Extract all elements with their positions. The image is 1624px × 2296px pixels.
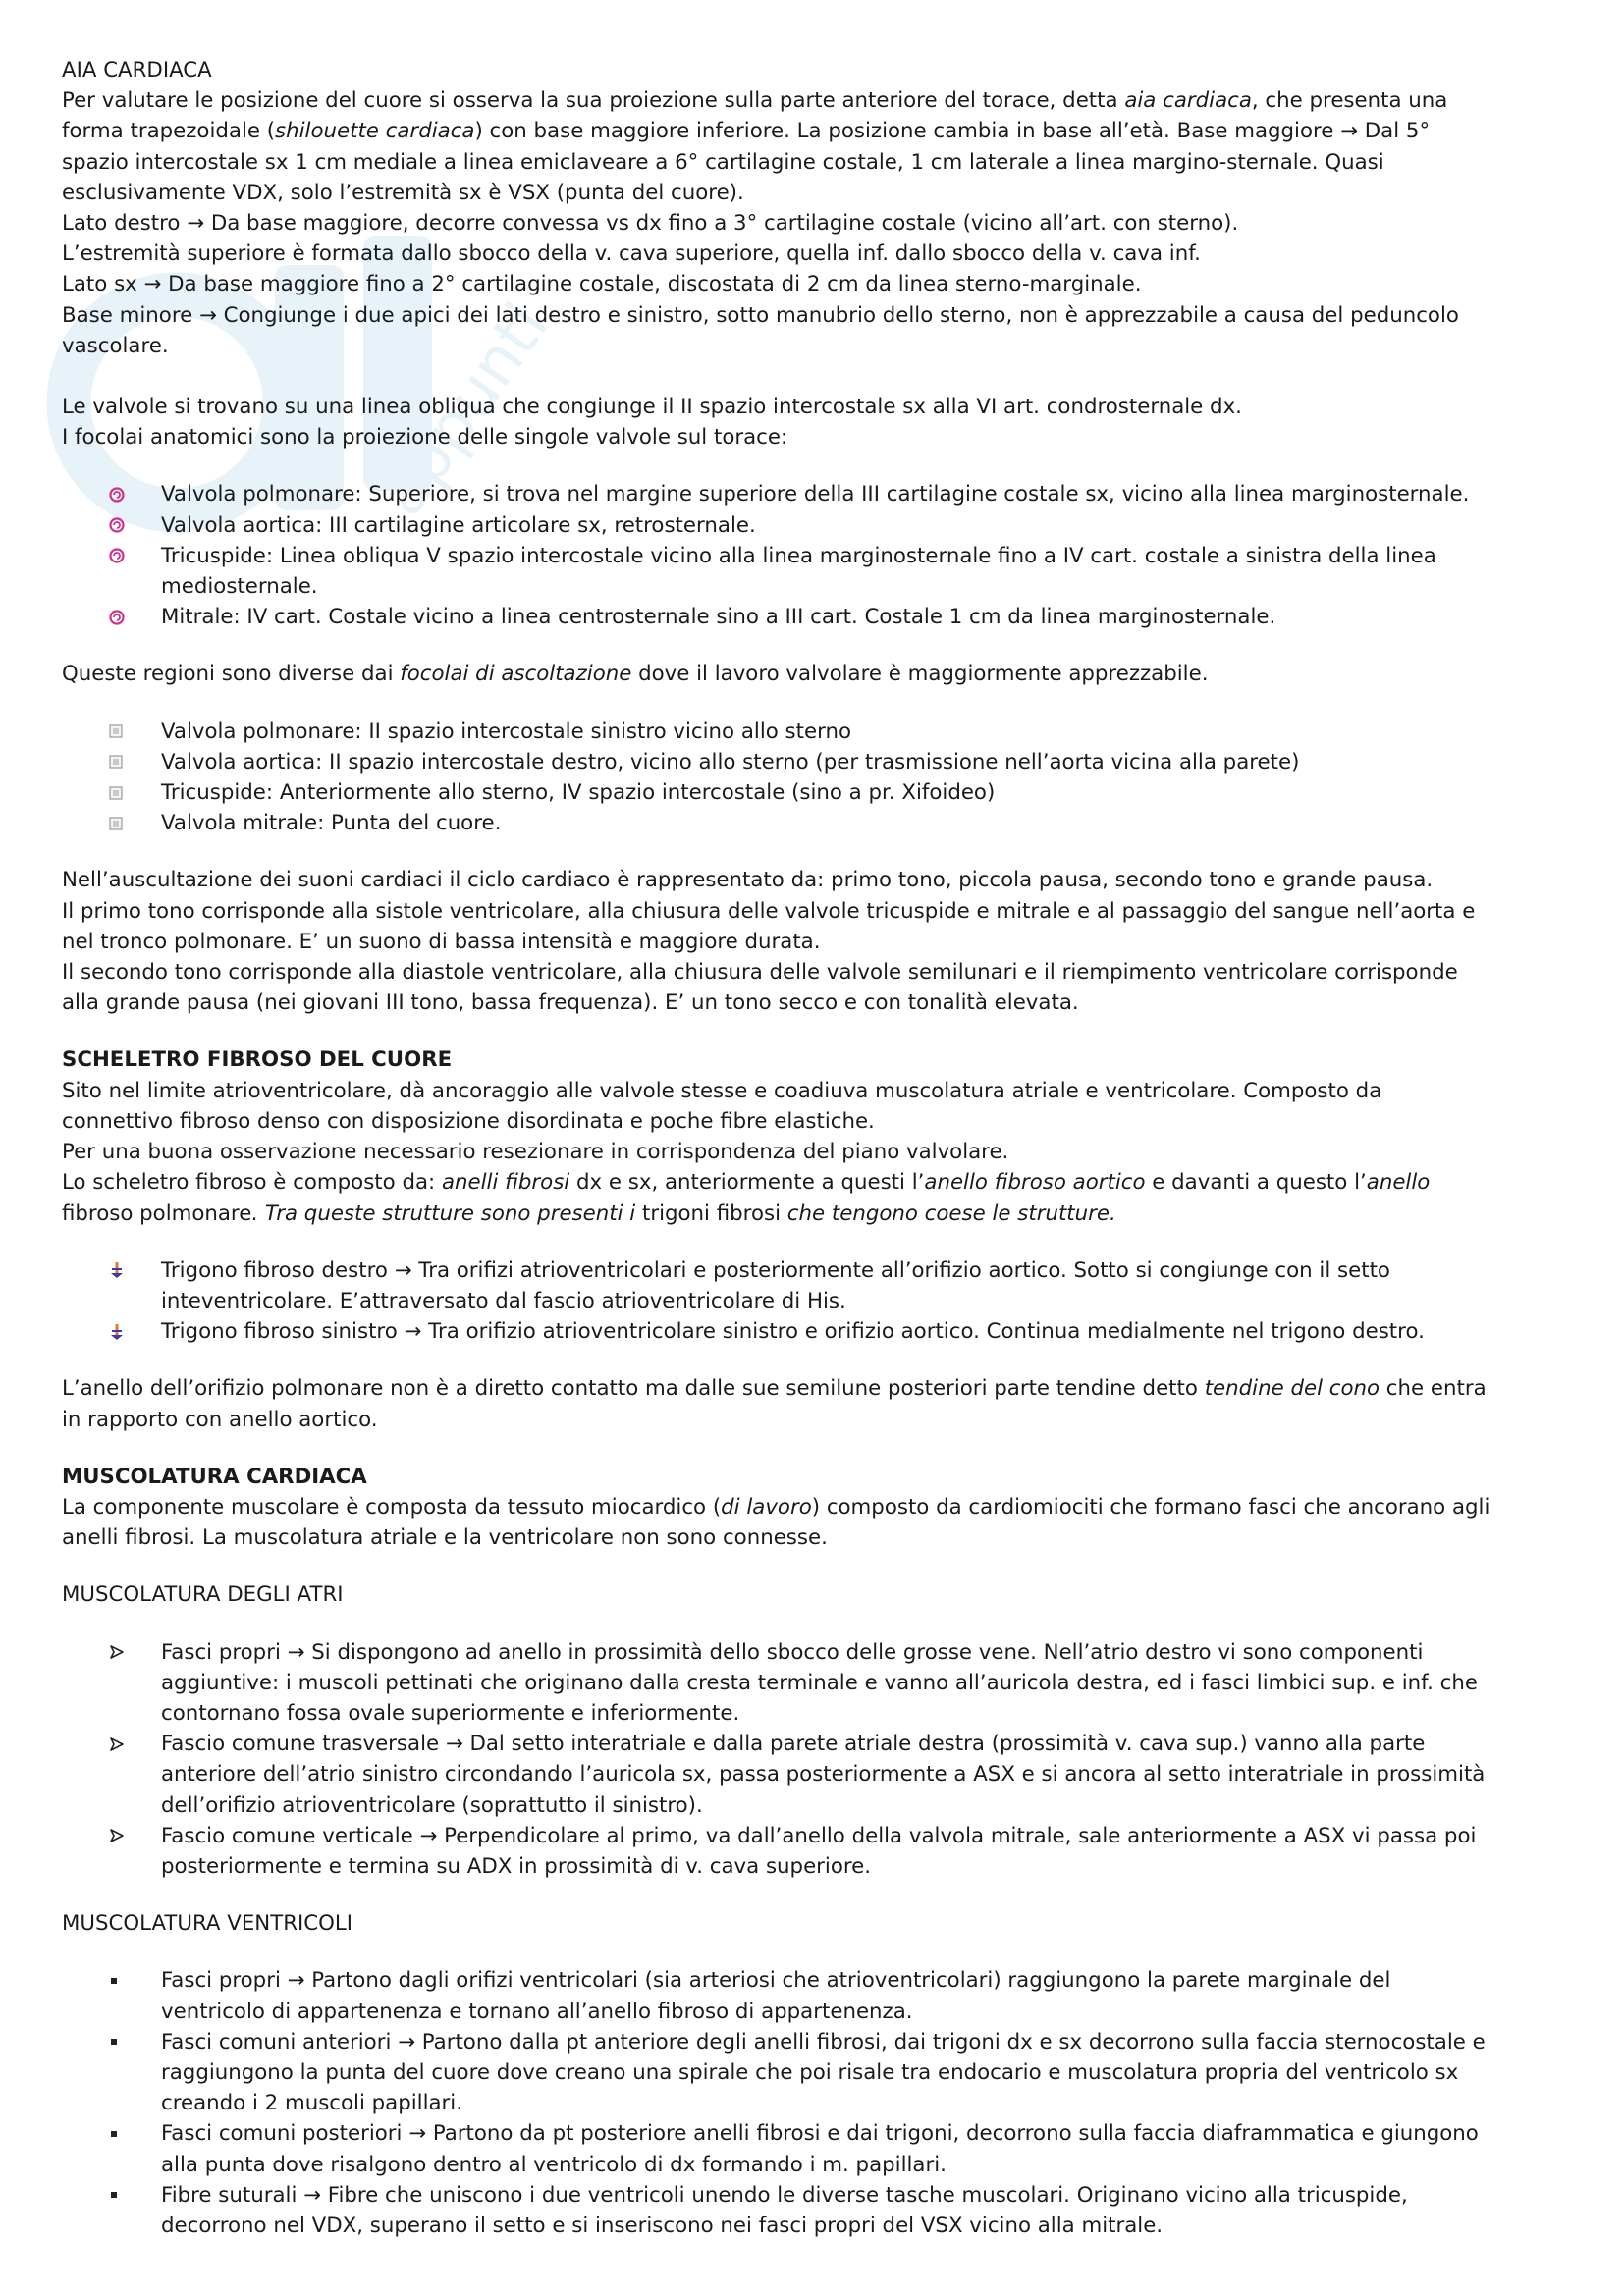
text-run: Per una buona osservazione necessario resezionare in corrispondenza del piano valvolare. [62, 1140, 1009, 1165]
text-run: dx e sx, anteriormente a questi l’ [569, 1170, 925, 1196]
list-item-text: aggiuntive: i muscoli pettinati che originano dalla cresta terminale e vanno all’auricola destra, ed i fasci limbici sup. e inf. che [161, 1670, 1478, 1695]
spiral-bullet-icon [109, 479, 133, 509]
text-line [62, 1199, 1574, 1229]
italic-term: shilouette cardiaca [275, 119, 475, 144]
text-run: Sito nel limite atrioventricolare, dà ancoraggio alle valvole stesse e coadiuva muscolatura atriale e ventricolare. Composto da [62, 1078, 1382, 1103]
text-run: La componente muscolare è composta da tessuto miocardico ( [62, 1494, 722, 1520]
text-run: Lo scheletro fibroso è composto da: [62, 1170, 442, 1196]
list-item [62, 1821, 1574, 1882]
box-bullet-icon [109, 808, 133, 838]
spiral-bullet-icon [109, 541, 133, 571]
text-line [62, 1137, 1574, 1167]
text-line [62, 331, 1574, 361]
text-line: Il secondo tono corrisponde alla diastole ventricolare, alla chiusura delle valvole semilunari e il riempimento ventricolare corrisponde [62, 960, 1458, 986]
aia-paragraph [62, 85, 1574, 361]
text-run: L’estremità superiore è formata dallo sbocco della v. cava superiore, quella inf. dallo sbocco della v. cava inf. [62, 241, 1201, 267]
text-line [62, 659, 1574, 689]
list-item-text: Valvola polmonare: II spazio intercostale sinistro vicino allo sterno [161, 719, 851, 744]
atri-title: MUSCOLATURA DEGLI ATRI [62, 1582, 344, 1608]
italic-term: anello fibroso aortico [924, 1170, 1146, 1196]
list-item-text: ventricolo di appartenenza e tornano all’anello fibroso di appartenenza. [161, 1999, 913, 2024]
list-item-text: Fasci comuni anteriori → Partono dalla pt anteriore degli anelli fibrosi, dai trigoni dx e sx decorrono sulla faccia sternocostale e [161, 2029, 1486, 2055]
list-item-text: Mitrale: IV cart. Costale vicino a linea centrosternale sino a III cart. Costale 1 cm da linea marginosternale. [161, 605, 1276, 630]
text-run: , che presenta una [1251, 88, 1448, 114]
text-run: Per valutare le posizione del cuore si osserva la sua proiezione sulla parte anteriore del torace, detta [62, 88, 1125, 114]
trigoni-list [62, 1255, 1574, 1348]
text-run: forma trapezoidale ( [62, 119, 276, 144]
arrowhead-bullet-icon [109, 1821, 133, 1851]
muscolatura-title: MUSCOLATURA CARDIACA [62, 1464, 367, 1489]
text-line: Il primo tono corrisponde alla sistole ventricolare, alla chiusura delle valvole tricuspide e mitrale e al passaggio del sangue nell’aorta e [62, 898, 1476, 924]
text-run: L’anello dell’orifizio polmonare non è a diretto contatto ma dalle sue semilune posteriori parte tendine detto [62, 1376, 1205, 1402]
list-item-text: posteriormente e termina su ADX in prossimità di v. cava superiore. [161, 1853, 872, 1879]
arrowhead-bullet-icon [109, 1729, 133, 1759]
italic-term: focolai di ascoltazione [400, 662, 632, 687]
text-line [62, 1373, 1574, 1404]
text-line [62, 116, 1574, 146]
italic-term: che tengono coese le strutture. [781, 1201, 1116, 1226]
list-item-text: Fasci comuni posteriori → Partono da pt posteriore anelli fibrosi e dai trigoni, decorrono sulla faccia diaframmatica e giungono [161, 2121, 1479, 2147]
text-run: fibroso polmonare [62, 1201, 252, 1226]
list-item [62, 2180, 1574, 2241]
ventricoli-title: MUSCOLATURA VENTRICOLI [62, 1911, 353, 1937]
italic-term: aia cardiaca [1124, 88, 1252, 114]
box-bullet-icon [109, 747, 133, 777]
list-item [62, 2118, 1574, 2179]
ascoltazione-intro [62, 659, 1574, 689]
text-line [62, 1106, 1574, 1137]
square-bullet-icon [109, 2027, 133, 2057]
text-run: anelli fibrosi. La muscolatura atriale e la ventricolare non sono connesse. [62, 1525, 828, 1551]
list-item-text: Valvola aortica: III cartilagine articolare sx, retrosternale. [161, 512, 756, 538]
list-item-text: Fibre suturali → Fibre che uniscono i due ventricoli unendo le diverse tasche muscolari. Originano vicino alla tricuspide, [161, 2182, 1408, 2208]
text-line: alla grande pausa (nei giovani III tono, bassa frequenza). E’ un tono secco e con tonalità elevata. [62, 990, 1079, 1016]
text-line [62, 1076, 1574, 1106]
list-item [62, 1729, 1574, 1821]
text-run: spazio intercostale sx 1 cm mediale a linea emiclaveare a 6° cartilagine costale, 1 cm laterale a linea margino-sternale. Quasi [62, 149, 1384, 175]
list-item-text: Valvola mitrale: Punta del cuore. [161, 811, 502, 836]
italic-term: anelli fibrosi [441, 1170, 570, 1196]
text-run: che entra [1380, 1376, 1487, 1402]
list-item-text: anteriore dell’atrio sinistro circondando l’auricola sx, passa posteriormente a ASX e si ancora al setto interatriale in prossimità [161, 1762, 1486, 1788]
list-item [62, 479, 1574, 509]
square-bullet-icon [109, 2118, 133, 2149]
text-run: Queste regioni sono diverse dai [62, 662, 401, 687]
text-run: Lato sx → Da base maggiore fino a 2° cartilagine costale, discostata di 2 cm da linea sterno-marginale. [62, 272, 1142, 297]
text-line [62, 1522, 1574, 1553]
focolai-ascoltazione-list [62, 717, 1574, 839]
pin-bullet-icon [109, 1255, 133, 1286]
list-item-text: creando i 2 muscoli papillari. [161, 2091, 462, 2116]
watermark-text: appunti [365, 291, 564, 530]
list-item [62, 1637, 1574, 1730]
text-run: trigoni fibrosi [641, 1201, 782, 1226]
list-item [62, 541, 1574, 602]
text-run: ) con base maggiore inferiore. La posizione cambia in base all’età. Base maggiore → Dal 5° [474, 119, 1431, 144]
focolai-anatomici-list [62, 479, 1574, 632]
text-line: Nell’auscultazione dei suoni cardiaci il ciclo cardiaco è rappresentato da: primo tono, piccola pausa, secondo tono e grande pausa. [62, 868, 1434, 893]
valve-intro [62, 392, 1574, 453]
italic-term: . Tra queste strutture sono presenti i [251, 1201, 642, 1226]
text-run: dove il lavoro valvolare è maggiormente apprezzabile. [631, 662, 1209, 687]
spiral-bullet-icon [109, 510, 133, 541]
pin-bullet-icon [109, 1316, 133, 1347]
text-line [62, 300, 1574, 331]
text-run: Base minore → Congiunge i due apici dei lati destro e sinistro, sotto manubrio dello sterno, non è apprezzabile a causa del peduncolo [62, 302, 1459, 328]
scheletro-paragraph [62, 1076, 1574, 1229]
list-item [62, 2027, 1574, 2119]
list-item [62, 777, 1574, 808]
text-line: nel tronco polmonare. E’ un suono di bassa intensità e maggiore durata. [62, 929, 821, 954]
italic-term: anello [1366, 1170, 1431, 1196]
list-item-text: Trigono fibroso sinistro → Tra orifizio atrioventricolare sinistro e orifizio aortico. Continua medialmente nel trigono destro. [161, 1319, 1425, 1345]
text-run: e davanti a questo l’ [1145, 1170, 1367, 1196]
italic-term: tendine del cono [1204, 1376, 1380, 1402]
list-item [62, 1255, 1574, 1316]
list-item-text: Fascio comune verticale → Perpendicolare al primo, va dall’anello della valvola mitrale, sale anteriormente a ASX vi passa poi [161, 1823, 1477, 1848]
list-item-text: raggiungono la punta del cuore dove creano una spirale che poi risale tra endocario e muscolatura propria del ventricolo sx [161, 2059, 1459, 2085]
text-line: Le valvole si trovano su una linea obliqua che congiunge il II spazio intercostale sx alla VI art. condrosternale dx. [62, 395, 1242, 420]
document-page [62, 55, 1574, 2241]
italic-term: di lavoro [721, 1494, 812, 1520]
text-line [62, 269, 1574, 299]
list-item [62, 602, 1574, 632]
list-item-text: Valvola polmonare: Superiore, si trova nel margine superiore della III cartilagine costale sx, vicino alla linea marginosternale. [161, 482, 1470, 507]
text-line [62, 1167, 1574, 1198]
list-item-text: decorrono nel VDX, superano il setto e si inseriscono nei fasci propri del VSX vicino alla mitrale. [161, 2213, 1164, 2238]
text-run: connettivo fibroso denso con disposizione disordinata e poche fibre elastiche. [62, 1108, 875, 1134]
list-item-text: Trigono fibroso destro → Tra orifizi atrioventricolari e posteriormente all’orifizio aortico. Sotto si congiunge con il setto [161, 1257, 1390, 1283]
arrowhead-bullet-icon [109, 1637, 133, 1668]
list-item-text: alla punta dove risalgono dentro al ventricolo di dx formando i m. papillari. [161, 2152, 947, 2177]
list-item-text: Fasci propri → Partono dagli orifizi ventricolari (sia arteriosi che atrioventricolari) raggiungono la parete marginale del [161, 1968, 1391, 1994]
scheletro-title: SCHELETRO FIBROSO DEL CUORE [62, 1047, 453, 1073]
text-line [62, 178, 1574, 208]
list-item-text: Fascio comune trasversale → Dal setto interatriale e dalla parete atriale destra (prossimità v. cava sup.) vanno alla parte [161, 1732, 1426, 1757]
list-item-text: inteventricolare. E’attraversato dal fascio atrioventricolare di His. [161, 1288, 846, 1313]
text-line [62, 147, 1574, 178]
text-line [62, 1405, 1574, 1435]
list-item [62, 510, 1574, 541]
toni-paragraph [62, 865, 1574, 1018]
text-run: esclusivamente VDX, solo l’estremità sx è VSX (punta del cuore). [62, 180, 744, 205]
list-item-text: mediosternale. [161, 574, 318, 600]
text-run: ) composto da cardiomiociti che formano fasci che ancorano agli [811, 1494, 1490, 1520]
square-bullet-icon [109, 1965, 133, 1996]
square-bullet-icon [109, 2180, 133, 2211]
list-item [62, 747, 1574, 777]
list-item [62, 808, 1574, 838]
text-run: in rapporto con anello aortico. [62, 1407, 378, 1432]
text-line: I focolai anatomici sono la proiezione delle singole valvole sul torace: [62, 425, 788, 451]
muscolatura-paragraph [62, 1492, 1574, 1553]
spiral-bullet-icon [109, 602, 133, 632]
box-bullet-icon [109, 717, 133, 747]
aia-title: AIA CARDIACA [62, 58, 212, 82]
list-item [62, 717, 1574, 747]
list-item-text: contornano fossa ovale superiormente e inferiormente. [161, 1700, 740, 1726]
atri-list [62, 1637, 1574, 1883]
text-line [62, 239, 1574, 269]
list-item [62, 1965, 1574, 2026]
list-item-text: dell’orifizio atrioventricolare (soprattutto il sinistro). [161, 1792, 703, 1818]
list-item-text: Fasci propri → Si dispongono ad anello in prossimità dello sbocco delle grosse vene. Nell’atrio destro vi sono componenti [161, 1639, 1424, 1665]
text-run: vascolare. [62, 333, 169, 358]
text-line [62, 85, 1574, 116]
text-line [62, 208, 1574, 239]
text-run: Lato destro → Da base maggiore, decorre convessa vs dx fino a 3° cartilagine costale (vicino all’art. con sterno). [62, 211, 1239, 237]
list-item-text: Valvola aortica: II spazio intercostale destro, vicino allo sterno (per trasmissione nell’aorta vicina alla parete) [161, 749, 1300, 774]
box-bullet-icon [109, 777, 133, 808]
ventricoli-list [62, 1965, 1574, 2241]
list-item [62, 1316, 1574, 1347]
anello-paragraph [62, 1373, 1574, 1434]
list-item-text: Tricuspide: Anteriormente allo sterno, IV spazio intercostale (sino a pr. Xifoideo) [161, 780, 996, 806]
list-item-text: Tricuspide: Linea obliqua V spazio intercostale vicino alla linea marginosternale fino a IV cart. costale a sinistra della linea [161, 543, 1436, 568]
text-line [62, 1492, 1574, 1522]
